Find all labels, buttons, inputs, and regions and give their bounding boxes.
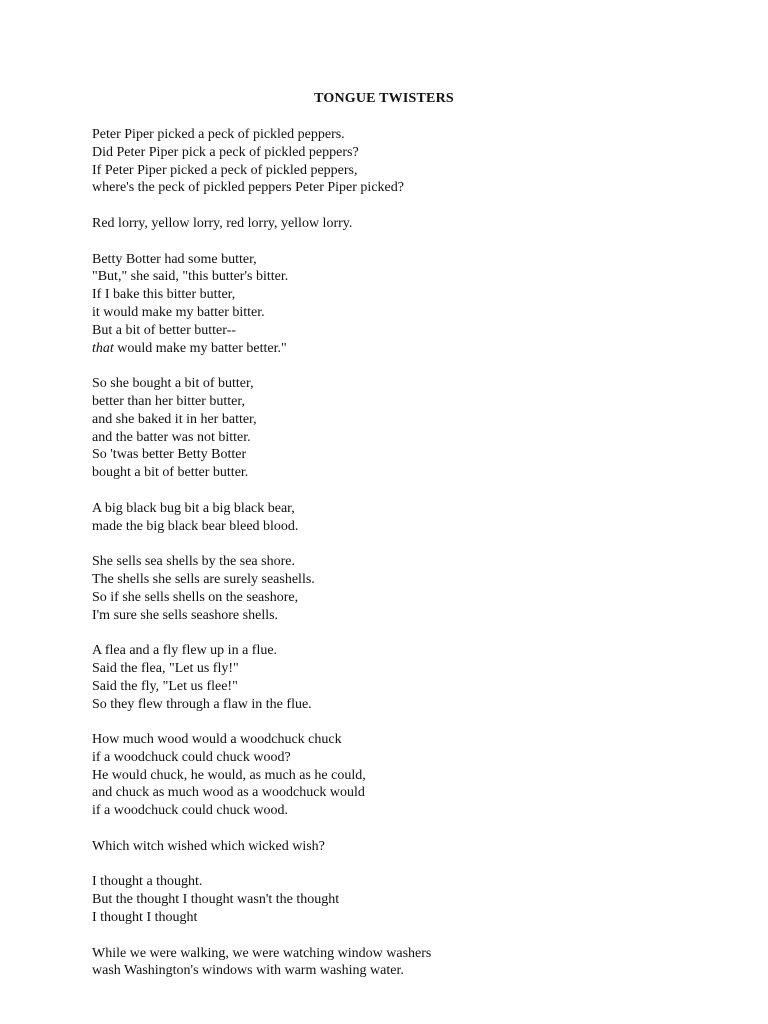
stanza-flea-fly [92, 642, 692, 713]
text-line: made the big black bear bleed blood. [92, 518, 299, 534]
italic-word: that [92, 340, 114, 356]
stanza-woodchuck [92, 731, 692, 820]
text-line: wash Washington's windows with warm washing water. [92, 963, 404, 979]
text-line: "But," she said, "this butter's bitter. [92, 269, 289, 285]
text-line: She sells sea shells by the sea shore. [92, 554, 295, 570]
text-line: A flea and a fly flew up in a flue. [92, 643, 278, 659]
text-line: A big black bug bit a big black bear, [92, 500, 295, 516]
text-line: Which witch wished which wicked wish? [92, 838, 325, 854]
stanza-peter-piper [92, 126, 692, 197]
text-line-rest: would make my batter better." [117, 340, 287, 356]
text-line: If I bake this bitter butter, [92, 287, 236, 303]
text-line: and the batter was not bitter. [92, 429, 251, 445]
text-line: But a bit of better butter-- [92, 322, 236, 338]
text-line: The shells she sells are surely seashells. [92, 571, 315, 587]
text-line: While we were walking, we were watching window washers [92, 945, 432, 961]
text-line: I thought a thought. [92, 874, 203, 890]
document-title: TONGUE TWISTERS [314, 91, 454, 106]
stanza-black-bug [92, 500, 692, 536]
text-line: How much wood would a woodchuck chuck [92, 732, 342, 748]
text-line: So they flew through a flaw in the flue. [92, 696, 312, 712]
text-line: Betty Botter had some butter, [92, 251, 257, 267]
text-line: So she bought a bit of butter, [92, 376, 254, 392]
stanza-which-witch [92, 838, 692, 856]
document-body [92, 126, 692, 998]
stanza-thought [92, 873, 692, 926]
text-line: Said the flea, "Let us fly!" [92, 660, 239, 676]
stanza-bought-butter [92, 375, 692, 482]
text-line-with-italic [92, 340, 692, 358]
text-line: If Peter Piper picked a peck of pickled peppers, [92, 162, 358, 178]
text-line: if a woodchuck could chuck wood? [92, 749, 291, 765]
text-line: if a woodchuck could chuck wood. [92, 803, 288, 819]
text-line: it would make my batter bitter. [92, 304, 265, 320]
stanza-window-washers [92, 945, 692, 981]
text-line: and chuck as much wood as a woodchuck would [92, 785, 365, 801]
text-line: Did Peter Piper pick a peck of pickled peppers? [92, 144, 359, 160]
stanza-red-lorry [92, 215, 692, 233]
text-line: better than her bitter butter, [92, 393, 245, 409]
text-line: Said the fly, "Let us flee!" [92, 678, 238, 694]
text-line: So 'twas better Betty Botter [92, 447, 247, 463]
text-line: But the thought I thought wasn't the thought [92, 892, 340, 908]
text-line: I thought I thought [92, 910, 198, 926]
text-line: He would chuck, he would, as much as he could, [92, 767, 366, 783]
text-line: I'm sure she sells seashore shells. [92, 607, 279, 623]
text-line: where's the peck of pickled peppers Peter Piper picked? [92, 180, 404, 196]
text-line: Peter Piper picked a peck of pickled peppers. [92, 127, 345, 142]
text-line: So if she sells shells on the seashore, [92, 589, 299, 605]
stanza-betty-botter [92, 251, 692, 358]
stanza-sea-shells [92, 553, 692, 624]
text-line: bought a bit of better butter. [92, 465, 249, 481]
text-line: and she baked it in her batter, [92, 411, 257, 427]
text-line: Red lorry, yellow lorry, red lorry, yellow lorry. [92, 215, 353, 231]
